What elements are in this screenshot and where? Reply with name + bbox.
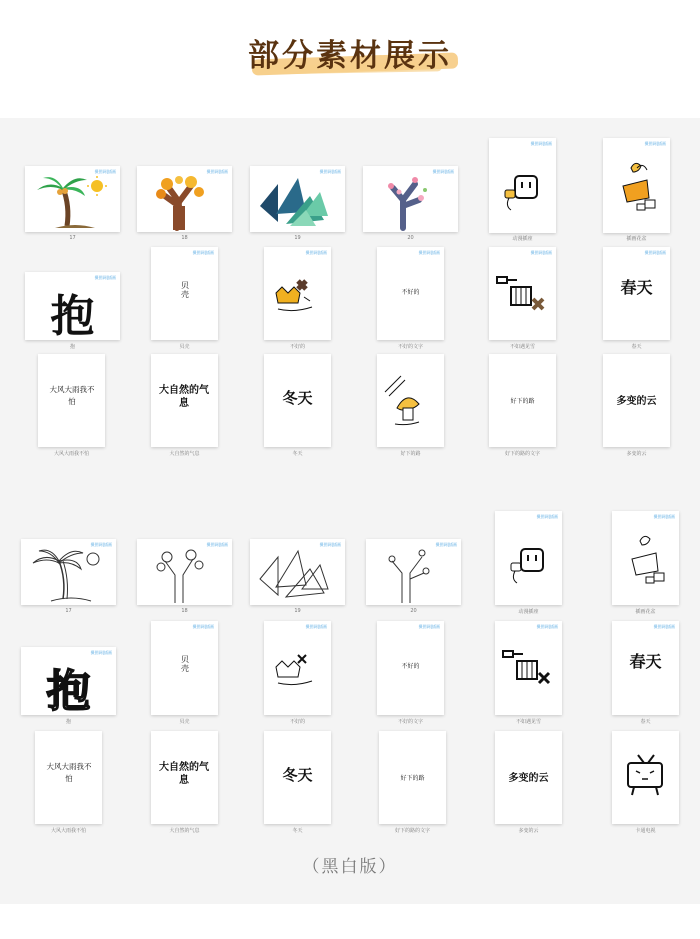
logo-label: 摄图网|插画 <box>305 250 327 255</box>
thumbnail-card[interactable] <box>137 166 232 232</box>
title-wrap <box>0 30 700 75</box>
thumbnail-card[interactable] <box>377 247 444 340</box>
thumbnail-card[interactable] <box>489 138 556 233</box>
thumbnail-card[interactable] <box>21 647 116 715</box>
logo-label: 摄图网|插画 <box>192 250 214 255</box>
haoxia-text: 好下的路 <box>400 775 425 782</box>
logo-label: 摄图网|插画 <box>530 250 552 255</box>
beike-text: 贝壳 <box>181 655 189 673</box>
caption: 插画花盆 <box>626 236 647 242</box>
thumbnail-card[interactable] <box>35 731 102 824</box>
bao-text: 抱 <box>46 666 91 717</box>
thumbnail-card[interactable] <box>250 166 345 232</box>
thumbnail-card[interactable] <box>612 621 679 715</box>
caption: 17 <box>69 235 76 241</box>
caption: 好下的路的文字 <box>394 828 430 834</box>
thumbnail-card[interactable] <box>264 621 331 715</box>
mushroom-icon <box>377 354 444 447</box>
caption: 好下的路的文字 <box>504 451 540 457</box>
palm-tree-icon <box>25 166 120 232</box>
logo-label: 摄图网|插画 <box>319 542 341 547</box>
bao-text: 抱 <box>50 291 95 342</box>
logo-label: 摄图网|插画 <box>653 514 675 519</box>
caption: 多变的云 <box>518 828 539 834</box>
caption: 20 <box>410 608 417 614</box>
dafeng-text: 大风大雨我不怕 <box>46 762 92 783</box>
logo-label: 摄图网|插画 <box>319 169 341 174</box>
caption: 好下的路 <box>400 451 421 457</box>
thumbnail-card[interactable] <box>495 731 562 824</box>
thumbnail-card[interactable] <box>151 247 218 340</box>
dongtian-text: 冬天 <box>282 766 313 784</box>
chuntian-text: 春天 <box>620 278 653 297</box>
haoxia-text: 好下的路 <box>510 398 535 405</box>
logo-label: 摄图网|插画 <box>90 650 112 655</box>
logo-label: 摄图网|插画 <box>206 542 228 547</box>
caption: 春天 <box>631 344 642 350</box>
caption: 不如遇见雪 <box>515 719 541 725</box>
pine-trees-icon <box>250 166 345 232</box>
logo-label: 摄图网|插画 <box>206 169 228 174</box>
daziran-text: 大自然的气息 <box>159 762 209 786</box>
logo-label: 摄图网|插画 <box>644 250 666 255</box>
page-title: 部分素材展示 <box>248 38 452 74</box>
thumbnail-card[interactable] <box>151 731 218 824</box>
section-subtitle: （黑白版） <box>302 857 398 877</box>
caption: 抱 <box>69 344 75 350</box>
logo-label: 摄图网|插画 <box>305 624 327 629</box>
thumbnail-card[interactable] <box>250 539 345 605</box>
crown-icon <box>264 247 331 340</box>
caption: 插画花盆 <box>635 609 656 615</box>
blossom-tree-icon <box>366 539 461 605</box>
thumbnail-card[interactable] <box>137 539 232 605</box>
footer-space <box>0 904 700 939</box>
thumbnail-card[interactable] <box>489 247 556 340</box>
caption: 20 <box>407 235 414 241</box>
logo-label: 摄图网|插画 <box>418 624 440 629</box>
caption: 18 <box>181 608 188 614</box>
logo-label: 摄图网|插画 <box>418 250 440 255</box>
thumbnail-card[interactable] <box>25 272 120 340</box>
socket-icon <box>495 511 562 605</box>
thumbnail-card[interactable] <box>264 731 331 824</box>
logo-label: 摄图网|插画 <box>530 141 552 146</box>
thumbnail-card[interactable] <box>151 621 218 715</box>
caption: 18 <box>181 235 188 241</box>
caption: 贝壳 <box>179 719 190 725</box>
thumbnail-card[interactable] <box>151 354 218 447</box>
thumbnail-card[interactable] <box>495 621 562 715</box>
caption: 动漫插座 <box>512 236 533 242</box>
flowerpot-icon <box>612 511 679 605</box>
thumbnail-card[interactable] <box>495 511 562 605</box>
logo-label: 摄图网|插画 <box>435 542 457 547</box>
buhao-text: 不好的 <box>401 663 420 670</box>
thumbnail-card[interactable] <box>25 166 120 232</box>
logo-label: 摄图网|插画 <box>94 275 116 280</box>
daziran-text: 大自然的气息 <box>159 385 209 409</box>
caption: 大自然的气息 <box>169 828 200 834</box>
thumbnail-card[interactable] <box>612 731 679 824</box>
caption: 19 <box>294 235 301 241</box>
duobian-text: 多变的云 <box>508 773 549 784</box>
caption: 动漫插座 <box>518 609 539 615</box>
caption: 大风大雨我不怕 <box>50 828 86 834</box>
gallery-panel <box>0 118 700 904</box>
thumbnail-card[interactable] <box>264 247 331 340</box>
autumn-tree-icon <box>137 539 232 605</box>
autumn-tree-icon <box>137 166 232 232</box>
caption: 冬天 <box>292 451 303 457</box>
logo-label: 摄图网|插画 <box>432 169 454 174</box>
caption: 17 <box>65 608 72 614</box>
thumbnail-card[interactable] <box>379 731 446 824</box>
caption: 不好的 <box>289 344 305 350</box>
pipe-icon <box>489 247 556 340</box>
caption: 春天 <box>640 719 651 725</box>
logo-label: 摄图网|插画 <box>94 169 116 174</box>
thumbnail-card[interactable] <box>366 539 461 605</box>
caption: 贝壳 <box>179 344 190 350</box>
caption: 多变的云 <box>626 451 647 457</box>
caption: 卡通电视 <box>635 828 656 834</box>
thumbnail-card[interactable] <box>489 354 556 447</box>
caption: 19 <box>294 608 301 614</box>
caption: 不好的 <box>289 719 305 725</box>
pine-trees-icon <box>250 539 345 605</box>
dongtian-text: 冬天 <box>282 389 313 407</box>
palm-tree-icon <box>21 539 116 605</box>
thumbnail-card[interactable] <box>603 247 670 340</box>
duobian-text: 多变的云 <box>616 396 657 407</box>
thumbnail-card[interactable] <box>377 621 444 715</box>
logo-label: 摄图网|插画 <box>644 141 666 146</box>
thumbnail-card[interactable] <box>603 138 670 233</box>
caption: 冬天 <box>292 828 303 834</box>
logo-label: 摄图网|插画 <box>536 514 558 519</box>
caption: 不好的文字 <box>397 719 423 725</box>
beike-text: 贝壳 <box>181 281 189 299</box>
socket-icon <box>489 138 556 233</box>
caption: 大风大雨我不怕 <box>53 451 89 457</box>
thumbnail-card[interactable] <box>363 166 458 232</box>
logo-label: 摄图网|插画 <box>536 624 558 629</box>
thumbnail-card[interactable] <box>21 539 116 605</box>
thumbnail-card[interactable] <box>377 354 444 447</box>
caption: 大自然的气息 <box>169 451 200 457</box>
thumbnail-card[interactable] <box>603 354 670 447</box>
logo-label: 摄图网|插画 <box>653 624 675 629</box>
tv-icon <box>612 731 679 824</box>
flowerpot-icon <box>603 138 670 233</box>
caption: 不好的文字 <box>397 344 423 350</box>
crown-icon <box>264 621 331 715</box>
chuntian-text: 春天 <box>629 652 662 671</box>
buhao-text: 不好的 <box>401 289 420 296</box>
pipe-icon <box>495 621 562 715</box>
thumbnail-card[interactable] <box>612 511 679 605</box>
logo-label: 摄图网|插画 <box>192 624 214 629</box>
header <box>0 0 700 118</box>
dafeng-text: 大风大雨我不怕 <box>49 385 95 406</box>
thumbnail-card[interactable] <box>264 354 331 447</box>
caption: 不如遇见雪 <box>509 344 535 350</box>
logo-label: 摄图网|插画 <box>90 542 112 547</box>
caption: 抱 <box>65 719 71 725</box>
blossom-tree-icon <box>363 166 458 232</box>
thumbnail-card[interactable] <box>38 354 105 447</box>
